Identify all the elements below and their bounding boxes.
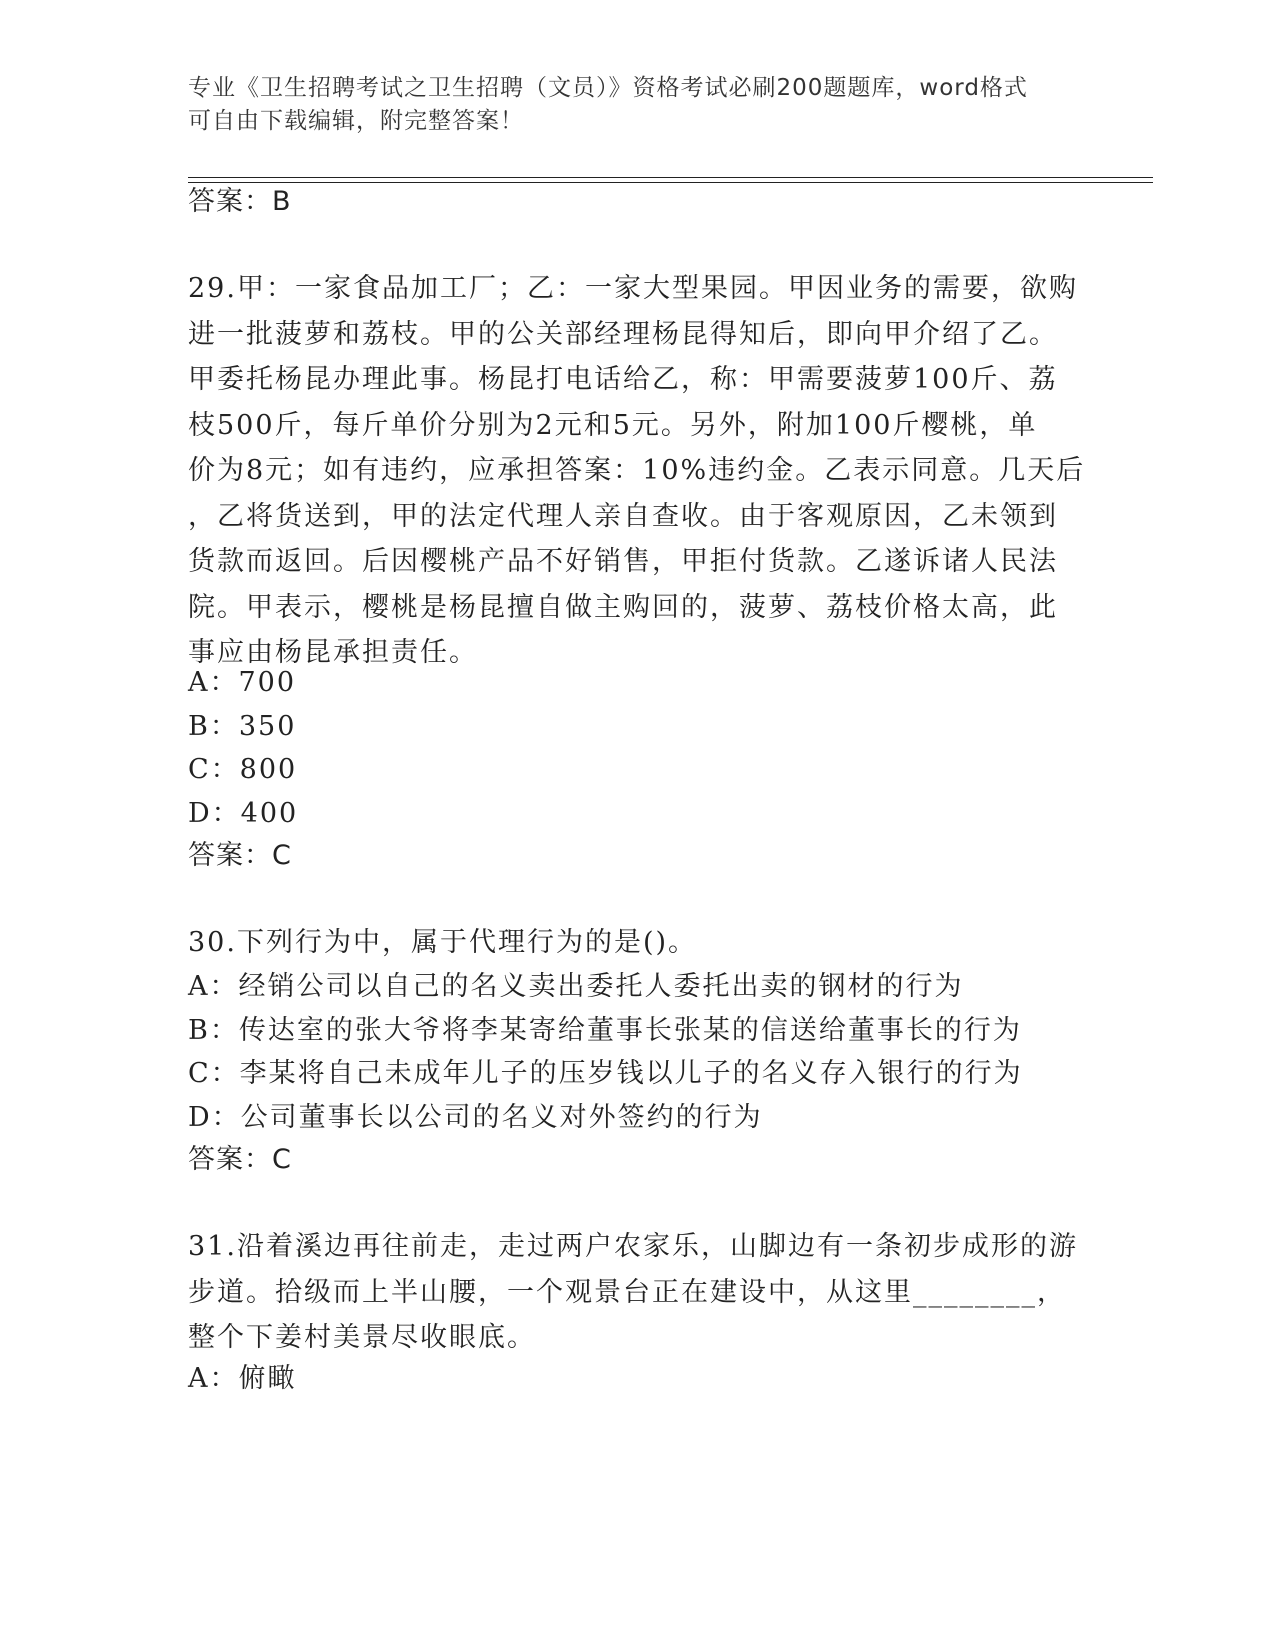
header-divider-bottom [188, 182, 1153, 183]
q30-option-d: D：公司董事长以公司的名义对外签约的行为 [188, 1102, 763, 1133]
q29-option-a: A：700 [188, 667, 297, 698]
q30-option-b: B：传达室的张大爷将李某寄给董事长张某的信送给董事长的行为 [188, 1015, 1022, 1046]
header-line-2: 可自由下载编辑，附完整答案！ [188, 108, 524, 134]
question-30-text: 30.下列行为中，属于代理行为的是()。 [188, 927, 698, 958]
prev-answer: 答案：B [188, 186, 292, 217]
q29-option-d: D：400 [188, 798, 299, 829]
q31-line-3: 整个下姜村美景尽收眼底。 [188, 1322, 536, 1353]
header-line-1: 专业《卫生招聘考试之卫生招聘（文员）》资格考试必刷200题题库，word格式 [188, 75, 1028, 101]
q29-line-1: 29.甲：一家食品加工厂；乙：一家大型果园。甲因业务的需要，欲购 [188, 273, 1078, 304]
q29-answer: 答案：C [188, 840, 292, 871]
q29-line-4: 枝500斤，每斤单价分别为2元和5元。另外，附加100斤樱桃，单 [188, 409, 1038, 441]
q29-line-8: 院。甲表示，樱桃是杨昆擅自做主购回的，菠萝、荔枝价格太高，此 [188, 591, 1058, 623]
q29-line-5: 价为8元；如有违约，应承担答案：10%违约金。乙表示同意。几天后 [188, 455, 1086, 486]
q31-line-2: 步道。拾级而上半山腰，一个观景台正在建设中，从这里________， [188, 1276, 1066, 1308]
q30-answer: 答案：C [188, 1144, 292, 1175]
q29-line-7: 货款而返回。后因樱桃产品不好销售，甲拒付货款。乙遂诉诸人民法 [188, 546, 1058, 577]
document-header [188, 72, 1088, 138]
q30-option-a: A：经销公司以自己的名义卖出委托人委托出卖的钢材的行为 [188, 971, 964, 1002]
q30-option-c: C：李某将自己未成年儿子的压岁钱以儿子的名义存入银行的行为 [188, 1058, 1023, 1089]
question-31-text [188, 1224, 1088, 1361]
q29-option-b: B：350 [188, 711, 297, 742]
q31-line-1: 31.沿着溪边再往前走，走过两户农家乐，山脚边有一条初步成形的游 [188, 1231, 1078, 1262]
q29-line-3: 甲委托杨昆办理此事。杨昆打电话给乙，称：甲需要菠萝100斤、荔 [188, 364, 1058, 395]
q29-line-6: ，乙将货送到，甲的法定代理人亲自查收。由于客观原因，乙未领到 [188, 500, 1058, 532]
q29-line-2: 进一批菠萝和荔枝。甲的公关部经理杨昆得知后，即向甲介绍了乙。 [188, 318, 1058, 350]
question-29-text [188, 266, 1088, 676]
header-divider-top [188, 177, 1153, 178]
q31-option-a: A：俯瞰 [188, 1363, 297, 1394]
q29-line-9: 事应由杨昆承担责任。 [188, 637, 478, 668]
q29-option-c: C：800 [188, 754, 298, 785]
